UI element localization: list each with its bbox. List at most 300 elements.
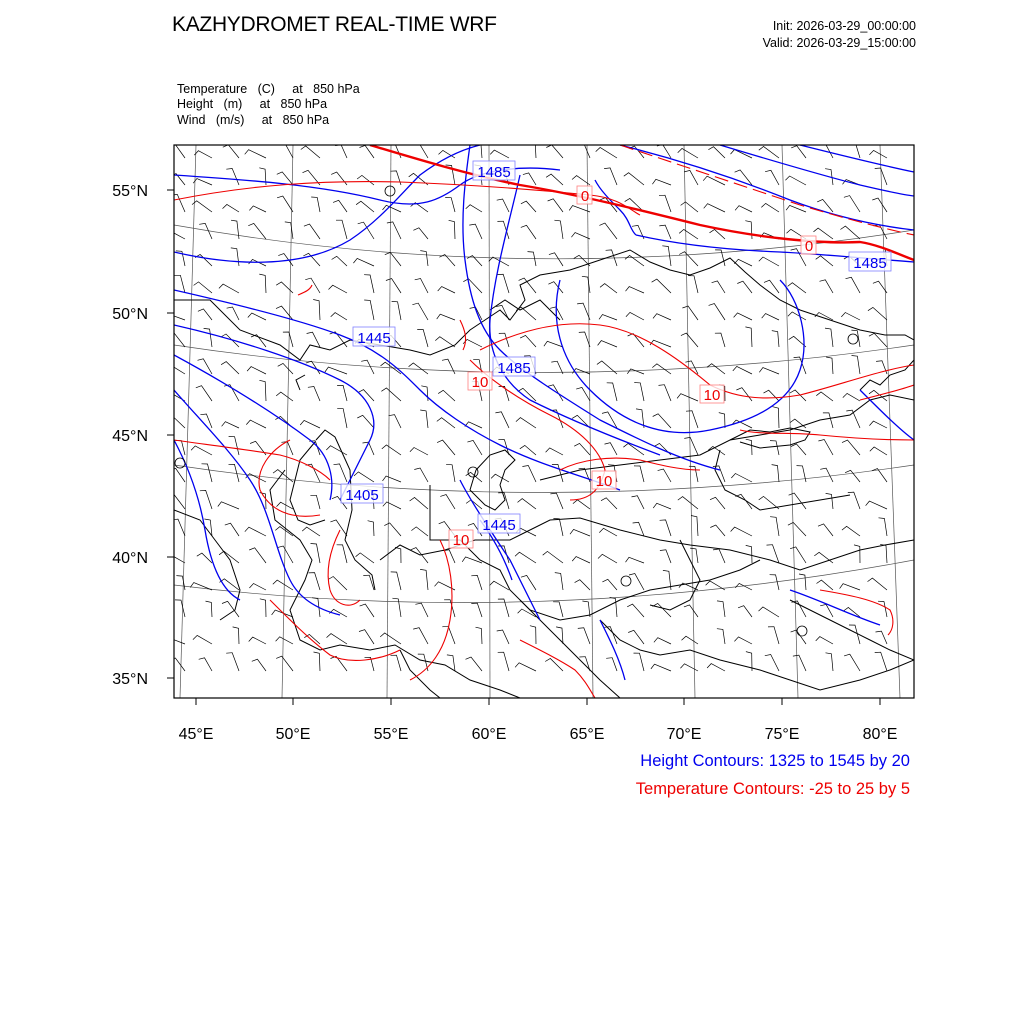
wind-barb bbox=[602, 412, 617, 428]
wind-barb bbox=[463, 339, 482, 347]
wind-barb bbox=[632, 496, 645, 509]
wind-barb bbox=[226, 653, 239, 671]
wind-barb bbox=[495, 412, 509, 428]
wind-barb bbox=[194, 151, 212, 158]
wind-barb bbox=[872, 198, 887, 212]
wind-barb bbox=[767, 545, 780, 563]
lat-label: 40°N bbox=[112, 550, 148, 567]
wind-barb bbox=[497, 199, 509, 212]
wind-barb bbox=[745, 221, 752, 239]
wind-barb bbox=[515, 663, 536, 671]
lat-label: 35°N bbox=[112, 671, 148, 688]
wind-barb bbox=[660, 550, 671, 563]
wind-barb bbox=[273, 580, 293, 590]
wind-barb bbox=[276, 637, 293, 644]
wind-barb bbox=[682, 636, 699, 644]
wind-barb bbox=[708, 446, 725, 455]
wind-barb bbox=[218, 502, 239, 509]
wind-barb bbox=[814, 552, 833, 563]
wind-barb bbox=[688, 276, 698, 293]
wind-barb bbox=[259, 380, 266, 401]
wind-barb bbox=[653, 603, 672, 617]
field-height: Height (m) at 850 hPa bbox=[177, 97, 328, 111]
wind-barb bbox=[840, 226, 860, 239]
wind-barb bbox=[246, 420, 266, 428]
wind-barb bbox=[475, 137, 482, 158]
wind-barb bbox=[709, 304, 725, 321]
wind-barb bbox=[553, 602, 563, 617]
wind-barb bbox=[247, 367, 266, 374]
wind-barb bbox=[226, 169, 239, 186]
wind-barb bbox=[446, 464, 455, 482]
wind-barb bbox=[285, 222, 293, 239]
wind-barb bbox=[791, 444, 806, 455]
wind-barb bbox=[497, 274, 509, 293]
wind-barb bbox=[846, 277, 861, 293]
wind-barb bbox=[491, 474, 509, 482]
wind-barb bbox=[770, 441, 779, 455]
wind-barb bbox=[498, 652, 509, 671]
wind-barb bbox=[168, 493, 185, 509]
lon-label: 80°E bbox=[862, 726, 898, 743]
wind-barb bbox=[276, 656, 293, 671]
wind-barb bbox=[336, 220, 347, 239]
wind-barb bbox=[170, 658, 185, 671]
wind-barb bbox=[385, 252, 401, 266]
height-label: 1485 bbox=[497, 360, 531, 377]
wind-barb bbox=[849, 141, 860, 158]
wind-barb bbox=[306, 464, 320, 482]
wind-barb bbox=[842, 440, 860, 455]
field-wind: Wind (m/s) at 850 hPa bbox=[177, 113, 330, 127]
wind-barb bbox=[710, 230, 726, 240]
wind-barb bbox=[577, 303, 590, 320]
wind-barb bbox=[610, 597, 617, 617]
wind-barb bbox=[712, 281, 725, 293]
temp-label: 10 bbox=[595, 473, 613, 490]
wind-barb bbox=[868, 307, 887, 320]
wind-barb bbox=[605, 443, 618, 455]
wind-barb bbox=[311, 197, 320, 212]
temp-label: 10 bbox=[703, 387, 721, 404]
lon-label: 75°E bbox=[764, 726, 800, 743]
station-markers bbox=[175, 186, 858, 636]
lat-label: 55°N bbox=[112, 183, 148, 200]
wind-barb bbox=[435, 337, 455, 347]
wind-barb bbox=[415, 603, 428, 617]
wind-barb bbox=[520, 335, 536, 347]
wind-barb bbox=[790, 419, 806, 428]
wind-barb bbox=[820, 280, 834, 293]
wind-barb bbox=[516, 418, 536, 428]
wind-barb bbox=[325, 367, 347, 374]
wind-barb bbox=[469, 224, 482, 239]
wind-barb bbox=[278, 363, 293, 374]
wind-barb bbox=[602, 579, 617, 590]
wind-barb bbox=[231, 220, 239, 239]
wind-barb bbox=[573, 500, 590, 509]
wind-barb bbox=[818, 440, 833, 456]
wind-barb bbox=[579, 332, 590, 347]
wind-barb bbox=[659, 385, 672, 401]
wind-barb bbox=[679, 229, 698, 239]
wind-barb bbox=[653, 503, 671, 509]
wind-barb bbox=[818, 524, 833, 536]
wind-barb bbox=[823, 413, 833, 428]
wind-barb bbox=[166, 314, 185, 320]
wind-barb bbox=[575, 580, 590, 590]
wind-barb bbox=[356, 553, 374, 563]
wind-barb bbox=[816, 256, 833, 266]
wind-barb bbox=[392, 301, 401, 320]
wind-barb bbox=[169, 334, 185, 348]
wind-barb bbox=[745, 327, 752, 347]
wind-barb bbox=[731, 474, 752, 483]
wind-barb bbox=[759, 368, 779, 375]
wind-barb bbox=[634, 466, 644, 482]
wind-barb bbox=[659, 225, 671, 239]
wind-barb bbox=[175, 600, 185, 617]
wind-barb bbox=[438, 390, 455, 401]
wind-barb bbox=[383, 476, 402, 482]
wind-barb bbox=[659, 195, 671, 212]
wind-barb bbox=[707, 364, 725, 374]
wind-barb bbox=[799, 574, 806, 590]
wind-barb bbox=[650, 340, 671, 347]
height-label: 1405 bbox=[345, 487, 379, 504]
height-label: 1485 bbox=[853, 255, 887, 272]
wind-barb bbox=[582, 601, 590, 617]
wind-barb bbox=[420, 569, 428, 590]
wind-barb bbox=[572, 557, 590, 564]
wind-barb bbox=[390, 171, 401, 185]
wind-barb bbox=[553, 518, 563, 536]
wind-barb bbox=[682, 306, 698, 320]
wind-barb bbox=[308, 387, 320, 402]
wind-barb bbox=[328, 577, 347, 591]
wind-barb bbox=[356, 201, 374, 212]
lat-label: 45°N bbox=[112, 428, 148, 445]
wind-barb bbox=[878, 601, 887, 617]
wind-barb bbox=[523, 173, 536, 185]
wind-barb bbox=[354, 472, 374, 482]
wind-barb bbox=[530, 626, 536, 644]
init-time: Init: 2026-03-29_00:00:00 bbox=[772, 19, 916, 33]
wind-barb bbox=[358, 222, 374, 239]
wind-barb bbox=[550, 493, 563, 509]
wind-barb bbox=[840, 584, 860, 590]
wind-barb bbox=[651, 664, 671, 671]
wind-barb bbox=[414, 144, 428, 159]
wind-barb bbox=[529, 142, 536, 158]
wind-barb bbox=[706, 581, 725, 590]
wind-barb bbox=[793, 655, 806, 671]
wind-barb bbox=[684, 437, 698, 455]
wind-barb bbox=[733, 366, 752, 374]
wind-barb bbox=[413, 228, 428, 239]
wind-barb bbox=[652, 179, 671, 185]
wind-barb bbox=[411, 548, 429, 564]
wind-barb bbox=[546, 174, 563, 185]
wind-barb bbox=[249, 584, 266, 591]
wind-barb bbox=[437, 418, 455, 428]
wind-barb bbox=[869, 421, 887, 428]
wind-barb bbox=[248, 313, 266, 320]
wind-barb bbox=[868, 578, 888, 590]
wind-barb bbox=[332, 256, 347, 266]
wind-barb bbox=[607, 383, 617, 401]
wind-barb bbox=[715, 333, 725, 347]
wind-barb bbox=[273, 470, 293, 482]
wind-barb bbox=[420, 410, 428, 428]
wind-barb bbox=[310, 495, 320, 509]
wind-barb bbox=[463, 279, 482, 293]
wind-barb bbox=[329, 285, 348, 293]
wind-barb bbox=[759, 147, 779, 159]
wind-barb bbox=[364, 300, 374, 320]
wind-barb bbox=[200, 490, 212, 509]
temp-label: 0 bbox=[580, 188, 590, 205]
wind-barb bbox=[576, 387, 590, 401]
wind-barb bbox=[548, 282, 563, 293]
wind-barb bbox=[337, 545, 347, 563]
wind-barb bbox=[326, 446, 347, 455]
wind-barb bbox=[652, 364, 671, 374]
wind-barb bbox=[653, 414, 671, 428]
wind-barb bbox=[555, 573, 563, 590]
wind-barb bbox=[624, 173, 644, 185]
wind-barb bbox=[598, 554, 617, 563]
wind-barb bbox=[844, 654, 860, 671]
wind-barb bbox=[275, 527, 293, 536]
wind-barb bbox=[219, 284, 239, 293]
height-label: 1445 bbox=[482, 517, 516, 534]
wind-barb bbox=[409, 363, 428, 374]
chart-title: KAZHYDROMET REAL-TIME WRF bbox=[172, 13, 497, 36]
wind-barb bbox=[825, 328, 833, 347]
wind-barb bbox=[710, 525, 725, 536]
wind-barb bbox=[570, 529, 590, 536]
wind-barb bbox=[788, 312, 806, 320]
lon-label: 55°E bbox=[373, 726, 409, 743]
wind-barb bbox=[578, 628, 590, 644]
wind-barb bbox=[764, 390, 780, 401]
wind-barb bbox=[191, 446, 212, 455]
wind-barb bbox=[206, 601, 213, 617]
wind-barb bbox=[449, 220, 455, 239]
wind-barb bbox=[521, 201, 536, 212]
wind-barb bbox=[600, 284, 617, 293]
wind-barb bbox=[788, 522, 806, 536]
wind-barb bbox=[731, 527, 752, 536]
wind-barb bbox=[245, 527, 266, 536]
wind-barb bbox=[420, 251, 428, 266]
wind-barb bbox=[383, 502, 401, 509]
wind-barb bbox=[759, 607, 780, 617]
wind-barb bbox=[604, 168, 617, 185]
wind-barb bbox=[520, 445, 536, 455]
wind-barb bbox=[437, 314, 455, 320]
wind-barb bbox=[545, 659, 563, 672]
wind-barb bbox=[759, 257, 779, 266]
wind-barb bbox=[816, 392, 833, 401]
wind-barb bbox=[391, 572, 401, 590]
wind-barb bbox=[245, 150, 266, 158]
wind-barb bbox=[421, 386, 428, 401]
wind-barb bbox=[193, 635, 212, 644]
wind-barb bbox=[710, 497, 725, 509]
wind-barb bbox=[364, 275, 374, 293]
wind-barb bbox=[417, 330, 428, 348]
wind-barb bbox=[198, 309, 212, 320]
wind-barb bbox=[653, 314, 671, 320]
wind-barb bbox=[353, 258, 374, 266]
wind-barb bbox=[785, 176, 806, 185]
wind-barb bbox=[519, 278, 536, 293]
wind-barb bbox=[229, 437, 239, 456]
wind-barb bbox=[606, 658, 617, 671]
wind-barb bbox=[679, 252, 698, 266]
wind-barb bbox=[678, 149, 698, 159]
wind-barb bbox=[361, 360, 374, 374]
wind-barb bbox=[738, 606, 752, 617]
lon-labels bbox=[179, 726, 898, 743]
wind-barb bbox=[497, 630, 509, 644]
wind-barb bbox=[870, 447, 887, 455]
wind-barb bbox=[413, 628, 428, 644]
wind-barb bbox=[684, 605, 698, 617]
wind-barb bbox=[690, 548, 698, 563]
wind-barb bbox=[391, 655, 402, 671]
wind-barb bbox=[499, 333, 509, 347]
wind-barb bbox=[190, 583, 212, 590]
wind-barb bbox=[302, 527, 320, 536]
wind-barb bbox=[841, 313, 860, 321]
wind-barb bbox=[313, 300, 320, 321]
wind-barb bbox=[852, 356, 861, 375]
wind-barb bbox=[223, 145, 239, 158]
wind-barb bbox=[223, 205, 240, 213]
wind-barb bbox=[686, 411, 698, 428]
wind-barb bbox=[368, 521, 374, 536]
wind-barb bbox=[197, 553, 212, 563]
wind-barb bbox=[677, 394, 698, 401]
wind-barb bbox=[392, 598, 401, 617]
wind-barb bbox=[219, 551, 239, 563]
wind-barb bbox=[204, 328, 212, 347]
wind-barb bbox=[717, 601, 725, 617]
wind-barb bbox=[252, 659, 266, 671]
wind-barb bbox=[193, 179, 212, 186]
wind-barb bbox=[259, 274, 266, 293]
wind-barb bbox=[854, 545, 860, 563]
wind-barb bbox=[816, 637, 833, 644]
wind-barb bbox=[851, 330, 860, 347]
wind-barb bbox=[554, 220, 563, 239]
wind-barb bbox=[598, 341, 617, 347]
wind-barb bbox=[331, 313, 347, 320]
wind-barb bbox=[199, 658, 212, 671]
wind-barb bbox=[762, 314, 779, 321]
lon-label: 65°E bbox=[569, 726, 605, 743]
wind-barb bbox=[471, 575, 482, 590]
wind-barb bbox=[626, 557, 645, 563]
wind-barb bbox=[546, 448, 563, 455]
wind-barb bbox=[737, 281, 752, 293]
wind-barb bbox=[192, 201, 212, 212]
wind-barb bbox=[658, 469, 671, 482]
wind-barb bbox=[734, 313, 752, 320]
temperature-contour-legend: Temperature Contours: -25 to 25 by 5 bbox=[635, 780, 910, 798]
wind-barb bbox=[260, 599, 266, 617]
wind-barb bbox=[652, 279, 671, 293]
wind-barb bbox=[331, 172, 347, 185]
wind-barb bbox=[307, 332, 320, 347]
lat-labels bbox=[112, 183, 148, 688]
wind-barb bbox=[222, 422, 239, 428]
wind-barb bbox=[202, 464, 213, 482]
wind-barb bbox=[866, 501, 887, 509]
wind-barb bbox=[628, 630, 644, 644]
wind-barb bbox=[335, 145, 347, 158]
wind-barb bbox=[301, 146, 320, 158]
wind-barb bbox=[467, 440, 482, 455]
valid-time: Valid: 2026-03-29_15:00:00 bbox=[762, 36, 916, 50]
wind-barb bbox=[599, 315, 617, 321]
wind-barb bbox=[248, 223, 266, 239]
wind-barb bbox=[170, 468, 185, 482]
wind-barb bbox=[389, 415, 401, 428]
wind-barb bbox=[167, 638, 186, 644]
wind-barb bbox=[411, 527, 428, 536]
wind-barb bbox=[876, 631, 888, 644]
wind-barb bbox=[684, 170, 698, 185]
wind-barb bbox=[626, 287, 645, 293]
wind-barb bbox=[842, 526, 860, 536]
wind-barb bbox=[765, 170, 779, 185]
wind-barb bbox=[734, 637, 752, 644]
wind-barb bbox=[791, 630, 806, 644]
wind-barb bbox=[221, 362, 239, 374]
wind-barb bbox=[843, 393, 860, 401]
wind-barb bbox=[880, 544, 887, 563]
wind-barb bbox=[283, 332, 293, 347]
wind-barb bbox=[360, 604, 374, 617]
wind-barb bbox=[681, 202, 698, 212]
wind-barb bbox=[578, 144, 590, 158]
wind-barb bbox=[680, 664, 698, 671]
wind-barb bbox=[382, 445, 401, 455]
wind-barb bbox=[772, 331, 779, 347]
wind-barb bbox=[314, 652, 321, 671]
wind-barb bbox=[768, 627, 779, 644]
wind-barb bbox=[875, 652, 887, 671]
wind-barb bbox=[225, 523, 239, 536]
wind-barb bbox=[249, 548, 266, 563]
lon-label: 50°E bbox=[275, 726, 311, 743]
wind-barb bbox=[498, 599, 509, 617]
wind-barb bbox=[233, 627, 239, 644]
wind-barb bbox=[165, 364, 185, 374]
wind-barb bbox=[627, 369, 644, 374]
wind-barb bbox=[879, 518, 888, 536]
temp-label: 0 bbox=[804, 238, 814, 255]
wind-barb bbox=[826, 653, 834, 671]
wind-barb bbox=[772, 465, 779, 482]
wind-barb bbox=[518, 499, 537, 509]
wind-barb bbox=[410, 448, 428, 456]
height-label: 1485 bbox=[477, 164, 511, 181]
